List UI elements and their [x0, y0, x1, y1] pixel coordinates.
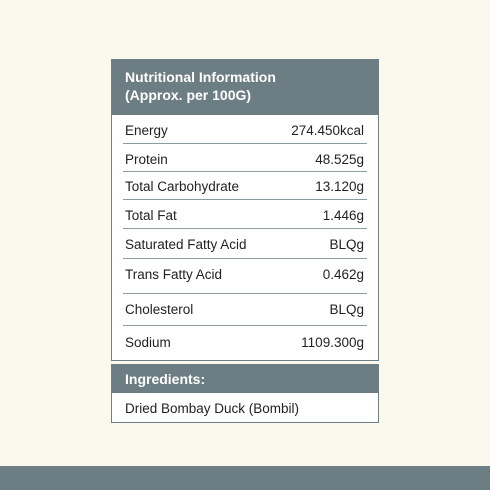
- nutrient-name: Sodium: [125, 335, 171, 350]
- row-divider: [123, 228, 367, 229]
- nutrient-name: Total Fat: [125, 208, 177, 223]
- nutrient-name: Saturated Fatty Acid: [125, 237, 247, 252]
- nutrition-panel: [111, 59, 379, 361]
- nutrient-value: BLQg: [329, 302, 364, 317]
- nutrient-name: Protein: [125, 152, 168, 167]
- row-divider: [123, 325, 367, 326]
- nutrient-value: 1109.300g: [301, 335, 364, 350]
- nutrient-name: Cholesterol: [125, 302, 194, 317]
- nutrition-subtitle: (Approx. per 100G): [125, 87, 252, 103]
- ingredients-panel: [111, 364, 379, 423]
- nutrient-value: 13.120g: [315, 179, 364, 194]
- row-divider: [123, 143, 367, 144]
- ingredients-title: Ingredients:: [112, 365, 378, 393]
- nutrition-header: [112, 60, 378, 115]
- nutrition-title: Nutritional Information: [125, 69, 276, 85]
- row-divider: [123, 293, 367, 294]
- nutrient-value: BLQg: [329, 237, 364, 252]
- ingredients-text: Dried Bombay Duck (Bombil): [125, 401, 300, 416]
- nutrient-value: 274.450kcal: [291, 123, 364, 138]
- nutrient-value: 48.525g: [315, 152, 364, 167]
- row-divider: [123, 171, 367, 172]
- footer-bar: [0, 466, 490, 490]
- nutrient-name: Energy: [125, 123, 168, 138]
- row-divider: [123, 199, 367, 200]
- nutrient-value: 1.446g: [322, 208, 364, 223]
- row-divider: [123, 258, 367, 259]
- nutrient-value: 0.462g: [322, 267, 364, 282]
- nutrient-name: Trans Fatty Acid: [125, 267, 223, 282]
- nutrition-rows: [112, 115, 378, 361]
- nutrient-name: Total Carbohydrate: [125, 179, 240, 194]
